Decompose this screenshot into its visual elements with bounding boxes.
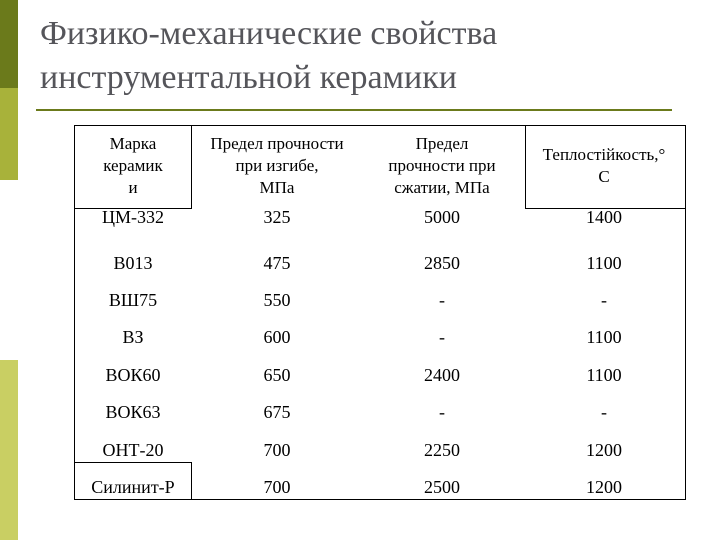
cell-heat: 1100	[586, 252, 622, 273]
cell-grade: В013	[113, 252, 153, 273]
cell-compressive: -	[439, 402, 445, 423]
cell-bending: 675	[263, 402, 291, 423]
header-compressive-strength	[362, 125, 522, 207]
cell-bending: 650	[263, 364, 291, 385]
table-row	[74, 282, 686, 319]
cell-heat: 1100	[586, 364, 622, 385]
decor-stripe-mid	[0, 88, 18, 180]
header-heat-line1: Теплостійкость,°	[542, 145, 666, 164]
cell-compressive: -	[439, 327, 445, 348]
table-row	[74, 207, 686, 244]
decor-stripe-top	[0, 0, 18, 88]
header-bending-strength	[192, 125, 362, 207]
decor-stripe-gap	[0, 180, 18, 360]
table-row	[74, 394, 686, 431]
header-grade-line2: керамик	[103, 156, 163, 175]
cell-grade: ЦМ-332	[102, 207, 164, 227]
cell-bending: 700	[263, 439, 291, 460]
table-row	[74, 244, 686, 281]
cell-compressive: 2500	[424, 476, 460, 497]
cell-bending: 600	[263, 327, 291, 348]
header-bending-line1: Предел прочности	[210, 134, 344, 153]
table-row	[74, 319, 686, 356]
cell-bending: 325	[263, 207, 291, 227]
cell-heat: -	[601, 289, 607, 310]
header-compressive-line3: сжатии, МПа	[394, 178, 490, 197]
table-row	[74, 357, 686, 394]
cell-bending: 700	[263, 476, 291, 497]
decor-stripe-bottom	[0, 360, 18, 540]
cell-compressive: 2400	[424, 364, 460, 385]
cell-compressive: 5000	[424, 207, 460, 227]
slide-title-line2: инструментальной керамики	[40, 59, 457, 96]
header-grade-line1: Марка	[109, 134, 157, 153]
header-compressive-line2: прочности при	[388, 156, 496, 175]
slide-title	[40, 12, 700, 100]
cell-grade: ВЗ	[122, 327, 144, 348]
header-bending-line2: при изгибе,	[235, 156, 319, 175]
cell-compressive: 2850	[424, 252, 460, 273]
cell-compressive: -	[439, 289, 445, 310]
header-grade-border	[74, 125, 192, 209]
cell-grade: ВОК60	[105, 364, 161, 385]
cell-heat: 1100	[586, 327, 622, 348]
cell-heat: 1200	[586, 476, 622, 497]
header-bending-line3: МПа	[259, 178, 295, 197]
cell-bending: 550	[263, 289, 291, 310]
cell-grade: ВШ75	[108, 289, 158, 310]
header-compressive-line1: Предел	[415, 134, 469, 153]
header-heat-border	[525, 125, 686, 209]
cell-heat: 1200	[586, 439, 622, 460]
cell-grade: ВОК63	[105, 402, 161, 423]
cell-bending: 475	[263, 252, 291, 273]
slide-title-line1: Физико-механические свойства	[40, 15, 498, 52]
header-grade-line3: и	[128, 178, 138, 197]
title-underline	[36, 109, 672, 111]
cell-heat: -	[601, 402, 607, 423]
cell-compressive: 2250	[424, 439, 460, 460]
header-heat-line2: С	[598, 167, 610, 186]
last-grade-border	[74, 462, 192, 500]
cell-grade: Силинит-Р	[91, 476, 175, 497]
cell-grade: ОНТ-20	[102, 439, 164, 460]
cell-heat: 1400	[586, 207, 622, 227]
